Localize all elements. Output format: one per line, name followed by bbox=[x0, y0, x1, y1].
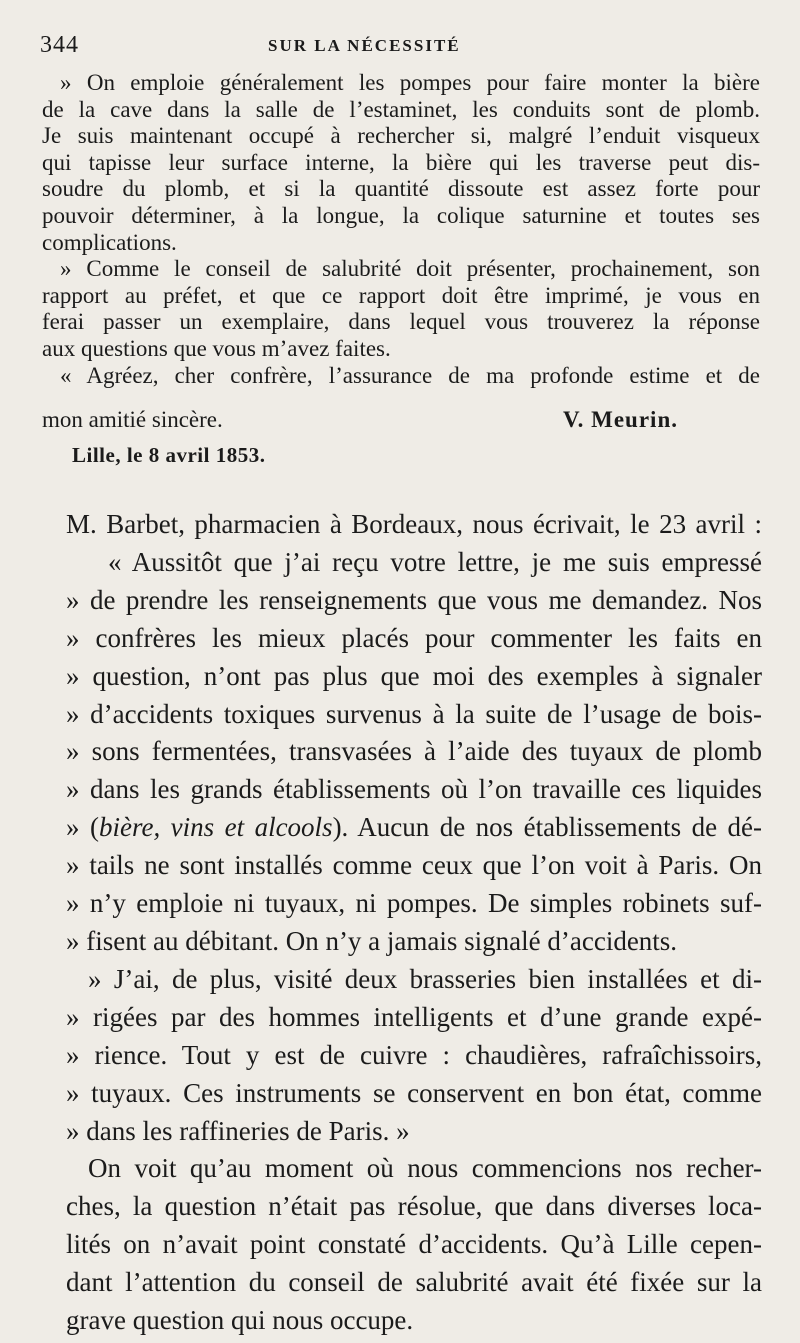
meurin-letter-text bbox=[42, 70, 760, 389]
text-line: dant l’attention du conseil de salubrité avait été fixée sur la bbox=[66, 1267, 762, 1298]
text-line: » On emploie généralement les pompes pour faire monter la bière bbox=[60, 70, 760, 95]
text-line: ches, la question n’était pas résolue, que dans diverses loca- bbox=[66, 1191, 762, 1222]
page-header bbox=[40, 30, 760, 64]
text-line: de la cave dans la salle de l’estaminet, les conduits sont de plomb. bbox=[42, 96, 760, 122]
text-line: aux questions que vous m’avez faites. bbox=[42, 335, 391, 361]
text-line: qui tapisse leur surface interne, la bière qui les traverse peut dis- bbox=[42, 149, 760, 175]
text-line: » question, n’ont pas plus que moi des exemples à signaler bbox=[66, 660, 762, 691]
text-line: » J’ai, de plus, visité deux brasseries bien installées et di- bbox=[88, 963, 762, 994]
text-line: M. Barbet, pharmacien à Bordeaux, nous écrivait, le 23 avril : bbox=[66, 509, 762, 539]
text-line: « Agréez, cher confrère, l’assurance de ma profonde estime et de bbox=[60, 362, 760, 388]
text-fragment: » ( bbox=[66, 812, 99, 843]
text-line: « Aussitôt que j’ai reçu votre lettre, je me suis empressé bbox=[108, 546, 762, 577]
text-line: soudre du plomb, et si la quantité dissoute est assez forte pour bbox=[42, 176, 760, 202]
text-line: complications. bbox=[42, 229, 177, 255]
text-line: » confrères les mieux placés pour commenter les faits en bbox=[66, 622, 762, 653]
text-line: » dans les raffineries de Paris. » bbox=[66, 1115, 410, 1146]
text-line: » Comme le conseil de salubrité doit présenter, prochainement, son bbox=[60, 256, 760, 282]
text-line: » rigées par des hommes intelligents et d’une grande expé- bbox=[66, 1001, 762, 1032]
text-line: pouvoir déterminer, à la longue, la colique saturnine et toutes ses bbox=[42, 202, 760, 228]
text-line: grave question qui nous occupe. bbox=[66, 1305, 414, 1336]
closing-and-signature bbox=[42, 407, 760, 437]
signature: V. Meurin. bbox=[563, 407, 678, 432]
dateline: Lille, le 8 avril 1853. bbox=[72, 443, 266, 467]
text-line: lités on n’avait point constaté d’accidents. Qu’à Lille cepen- bbox=[66, 1229, 762, 1260]
text-line: » dans les grands établissements où l’on travaille ces liquides bbox=[66, 774, 762, 805]
text-line: ferai passer un exemplaire, dans lequel vous trouverez la réponse bbox=[42, 309, 760, 335]
text-line: On voit qu’au moment où nous commencions nos recher- bbox=[88, 1153, 762, 1184]
closing-text: mon amitié sincère. bbox=[42, 407, 223, 432]
text-line: » tails ne sont installés comme ceux que l’on voit à Paris. On bbox=[66, 850, 762, 881]
text-line: » tuyaux. Ces instruments se conservent en bon état, comme bbox=[66, 1077, 762, 1108]
text-line: » n’y emploie ni tuyaux, ni pompes. De simples robinets suf- bbox=[66, 888, 762, 919]
text-line: » fisent au débitant. On n’y a jamais signalé d’accidents. bbox=[66, 925, 678, 956]
text-line: Je suis maintenant occupé à rechercher si, malgré l’enduit visqueux bbox=[42, 123, 760, 149]
text-line: » rience. Tout y est de cuivre : chaudières, rafraîchissoirs, bbox=[66, 1039, 762, 1070]
text-fragment: ). Aucun de nos établissements de dé- bbox=[332, 812, 762, 843]
running-head: SUR LA NÉCESSITÉ bbox=[268, 36, 461, 55]
text-line: rapport au préfet, et que ce rapport doit être imprimé, je vous en bbox=[42, 282, 760, 308]
barbet-letter-text bbox=[66, 506, 762, 1340]
text-line: » de prendre les renseignements que vous me demandez. Nos bbox=[66, 584, 762, 615]
text-line bbox=[66, 809, 762, 847]
italic-text: bière, vins et alcools bbox=[98, 812, 333, 843]
text-line: » d’accidents toxiques survenus à la suite de l’usage de bois- bbox=[66, 698, 762, 729]
page-number: 344 bbox=[40, 32, 79, 58]
text-line: » sons fermentées, transvasées à l’aide des tuyaux de plomb bbox=[66, 736, 762, 767]
